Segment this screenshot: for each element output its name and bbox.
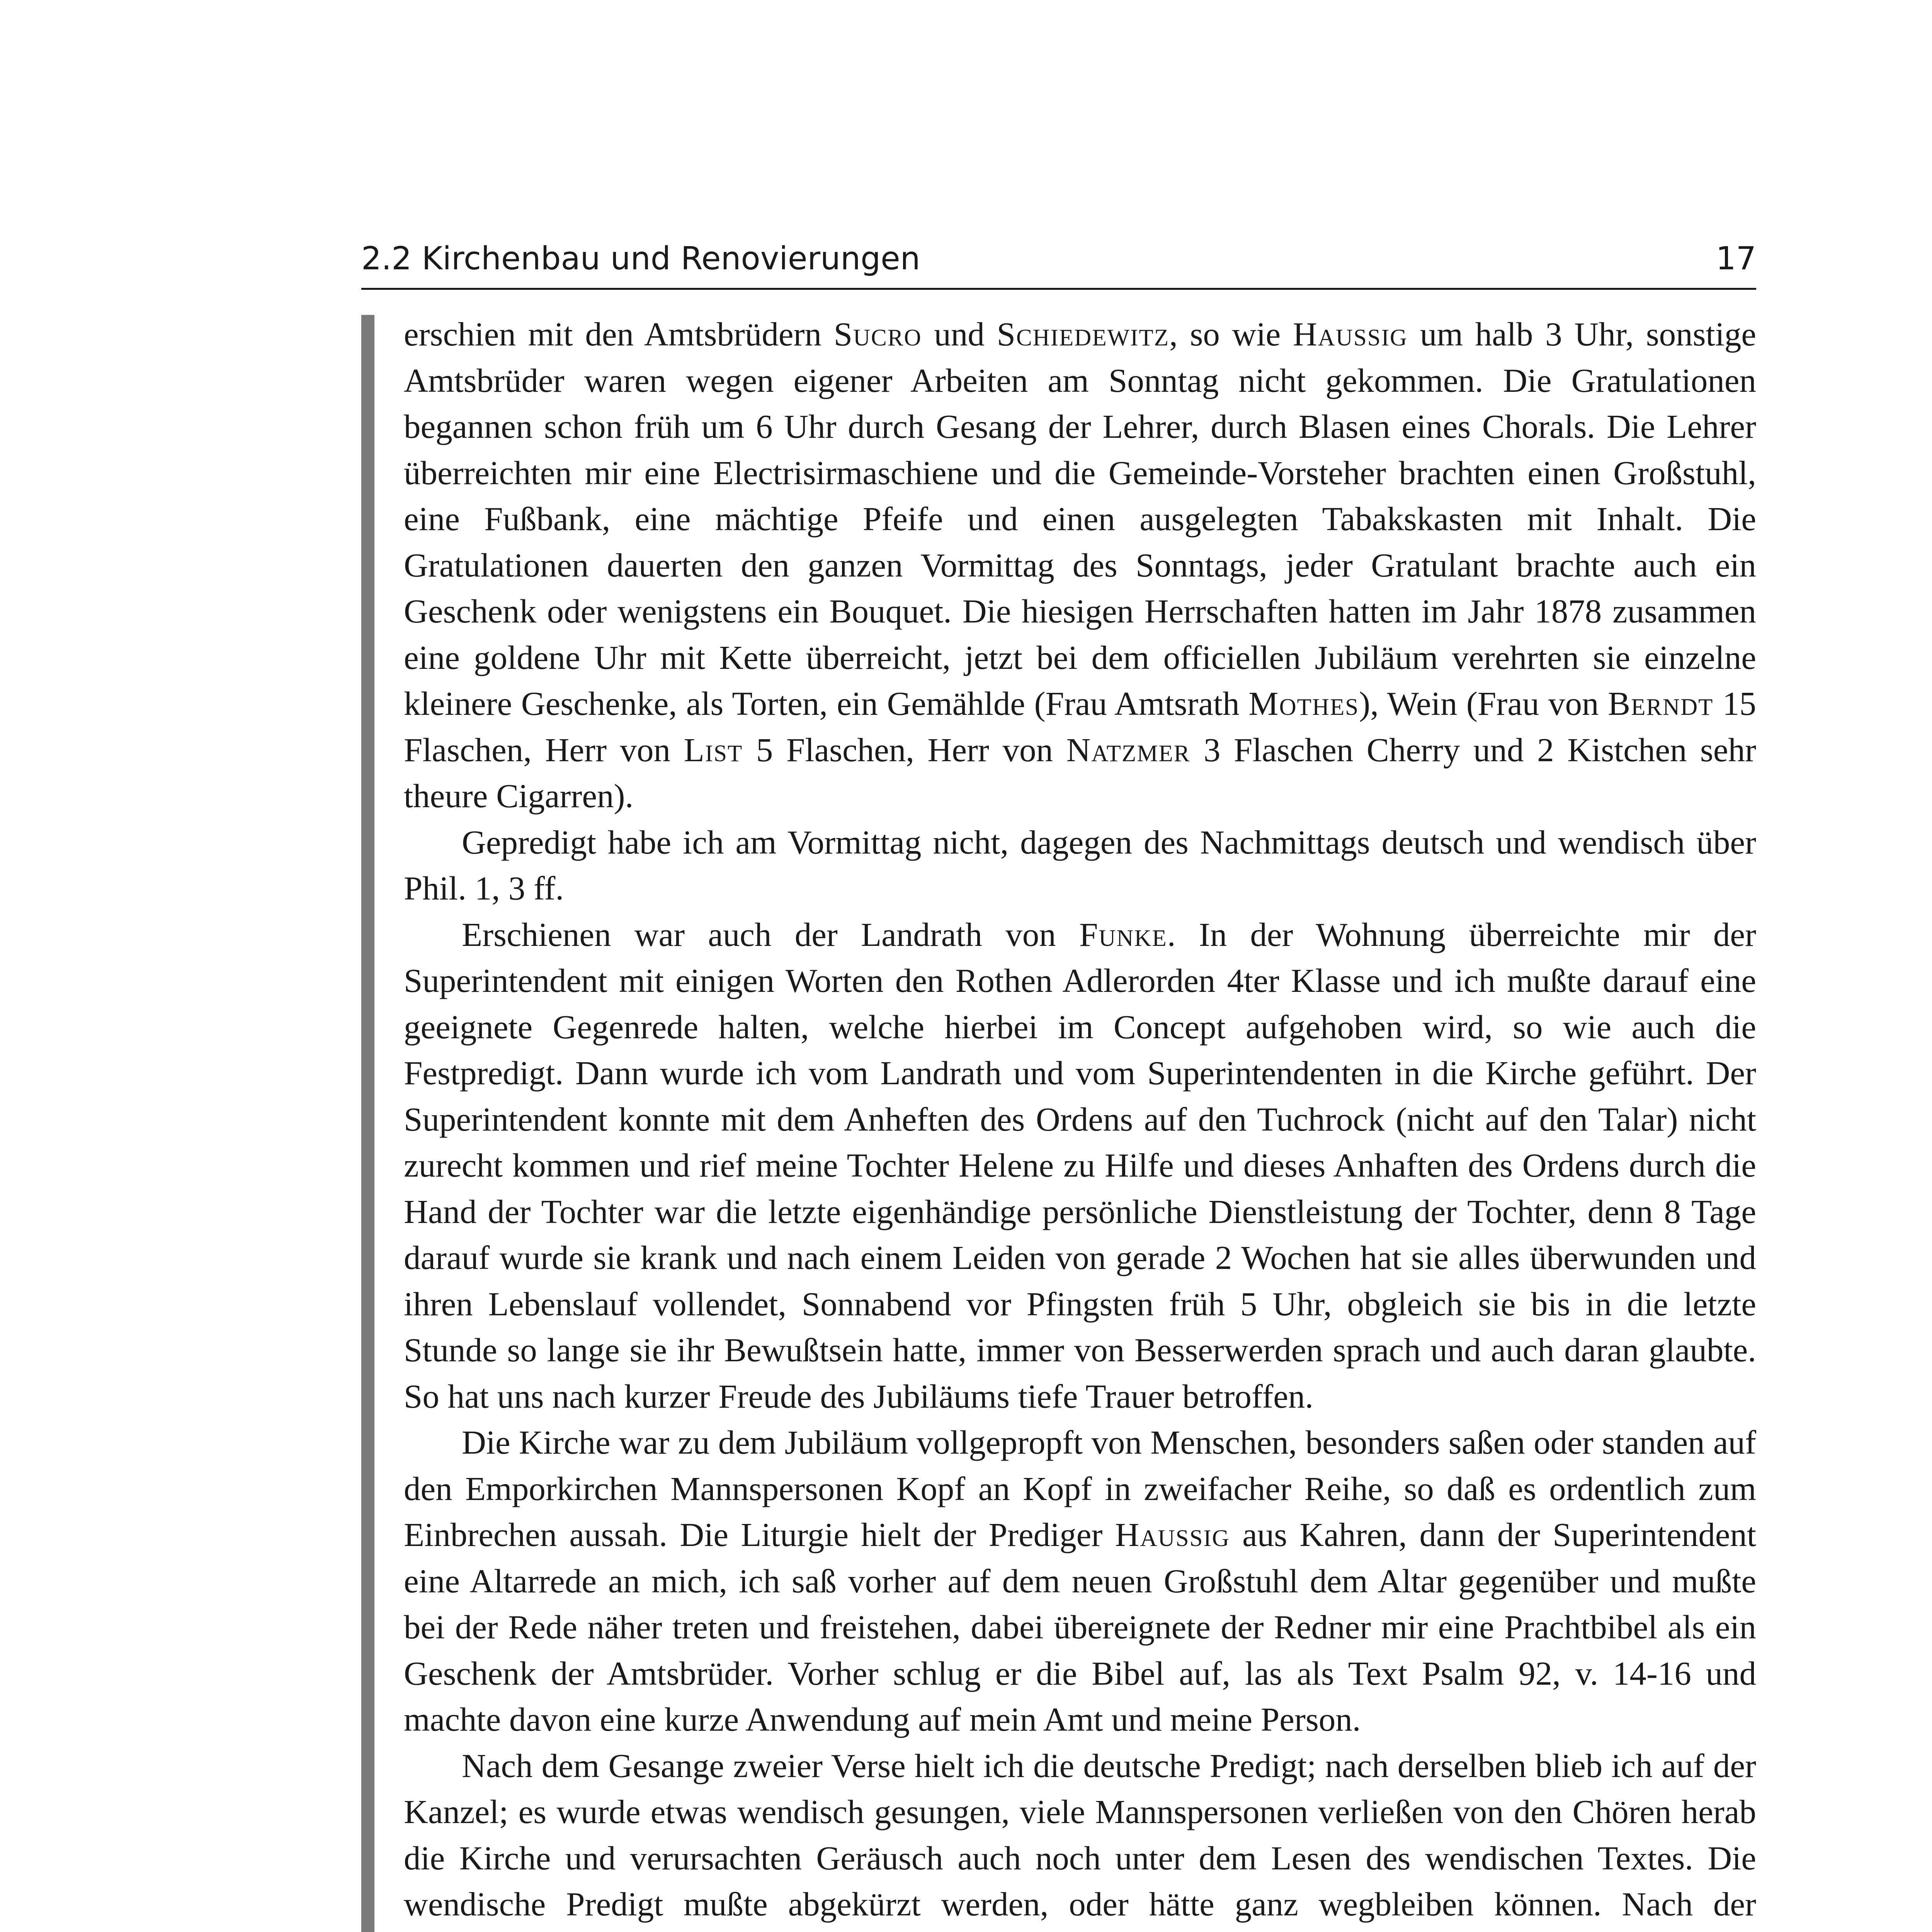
- running-head: [361, 232, 1756, 290]
- quote-bar: [361, 315, 374, 1932]
- person-name: Natzmer: [1066, 731, 1190, 769]
- quote-paragraph-5: Nach dem Gesange zweier Verse hielt ich die deutsche Predigt; nach derselben blieb ich auf der Kanzel; es wurde etwas wendisch gesungen, viele Mannspersonen verließen von den Chören herab die Kirche und verursachten Geräusch auch noch unter dem Lesen des wendischen Textes. Die wendische Predigt mußte abgekürzt werden, oder hätte ganz wegbleiben können. Nach der: [404, 1747, 1756, 1923]
- person-name: Sucro: [833, 315, 922, 353]
- quote-paragraph-4: Die Kirche war zu dem Jubiläum vollgepropft von Menschen, besonders saßen oder standen auf den Emporkirchen Mannspersonen Kopf an Kopf in zweifacher Reihe, so daß es ordentlich zum Einbrechen aussah. Die Liturgie hielt der Prediger Haussig aus Kahren, dann der Superintendent eine Altarrede an mich, ich saß vorher auf dem neuen Großstuhl dem Altar gegenüber und mußte bei der Rede näher treten und freistehen, dabei übereignete der Redner mir eine Prachtbibel als ein Geschenk der Amtsbrüder. Vorher schlug er die Bibel auf, las als Text Psalm 92, v. 14-16 und machte davon eine kurze Anwendung auf mein Amt und meine Person.: [404, 1423, 1756, 1738]
- running-head-title: 2.2 Kirchenbau und Renovierungen: [361, 240, 920, 277]
- person-name: Haussig: [1293, 315, 1408, 353]
- page-number: 17: [1716, 240, 1756, 277]
- block-quote: [404, 311, 1756, 1932]
- quote-paragraph-3: Erschienen war auch der Landrath von Funke. In der Wohnung überreichte mir der Superintendent mit einigen Worten den Rothen Adlerorden 4ter Klasse und ich mußte darauf eine geeignete Gegenrede halten, welche hierbei im Concept aufgehoben wird, so wie auch die Festpredigt. Dann wurde ich vom Landrath und vom Superintendenten in die Kirche geführt. Der Superintendent konnte mit dem Anheften des Ordens auf den Tuchrock (nicht auf den Talar) nicht zurecht kommen und rief meine Tochter Helene zu Hilfe und dieses Anhaften des Ordens durch die Hand der Tochter war die letzte eigenhändige persönliche Dienstleistung der Tochter, denn 8 Tage darauf wurde sie krank und nach einem Leiden von gerade 2 Wochen hat sie alles überwunden und ihren Lebenslauf vollendet, Sonnabend vor Pfingsten früh 5 Uhr, obgleich sie bis in die letzte Stunde so lange sie ihr Bewußtsein hatte, immer von Besserwerden sprach und auch daran glaubte. So hat uns nach kurzer Freude des Jubiläums tiefe Trauer betroffen.: [404, 915, 1757, 1415]
- quote-paragraph-1: erschien mit den Amtsbrüdern Sucro und Schiedewitz, so wie Haussig um halb 3 Uhr, sonstige Amtsbrüder waren wegen eigener Arbeiten am Sonntag nicht gekommen. Die Gratulationen begannen schon früh um 6 Uhr durch Gesang der Lehrer, durch Blasen eines Chorals. Die Lehrer überreichten mir eine Electrisirmaschiene und die Gemeinde-Vorsteher brachten einen Großstuhl, eine Fußbank, eine mächtige Pfeife und einen ausgelegten Tabakskasten mit Inhalt. Die Gratulationen dauerten den ganzen Vormittag des Sonntags, jeder Gratulant brachte auch ein Geschenk oder wenigstens ein Bouquet. Die hiesigen Herrschaften hatten im Jahr 1878 zusammen eine goldene Uhr mit Kette überreicht, jetzt bei dem officiellen Jubiläum verehrten sie einzelne kleinere Geschenke, als Torten, ein Gemählde (Frau Amtsrath Mothes), Wein (Frau von Berndt 15 Flaschen, Herr von List 5 Flaschen, Herr von Natzmer 3 Flaschen Cherry und 2 Kistchen sehr theure Cigarren).: [404, 315, 1757, 815]
- person-name: Berndt: [1608, 685, 1714, 722]
- person-name: List: [684, 731, 743, 769]
- person-name: Funke: [1079, 915, 1167, 953]
- person-name: Haussig: [1115, 1516, 1230, 1553]
- person-name: Mothes: [1248, 685, 1359, 722]
- quote-paragraph-2: Gepredigt habe ich am Vormittag nicht, dagegen des Nachmittags deutsch und wendisch über Phil. 1, 3 ff.: [404, 823, 1756, 907]
- person-name: Schiedewitz: [997, 315, 1170, 353]
